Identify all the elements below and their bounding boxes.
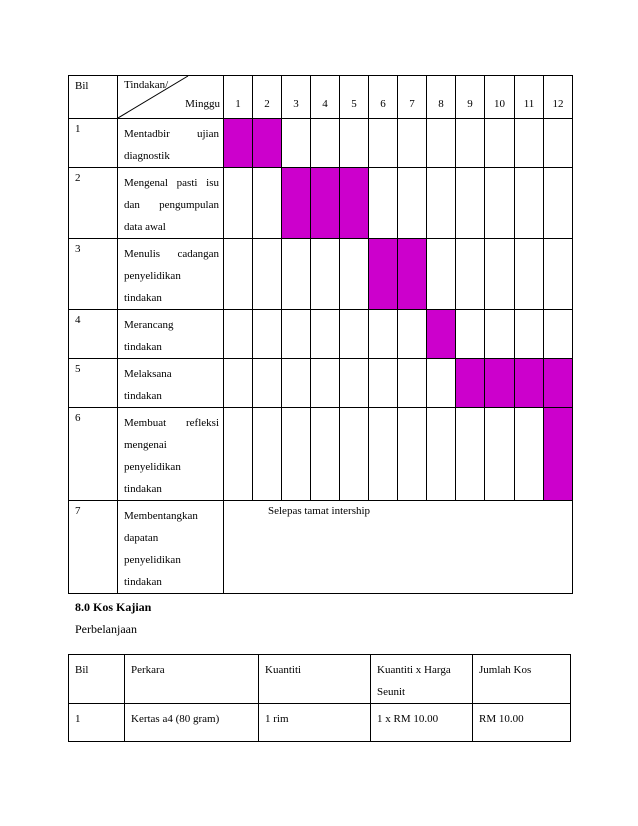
row-activity (118, 408, 224, 501)
activity-line (124, 172, 219, 194)
gantt-row (69, 119, 573, 168)
week-cell-filled (282, 168, 311, 239)
activity-line (124, 243, 219, 265)
week-cell (515, 168, 544, 239)
gantt-row (69, 168, 573, 239)
week-cell-filled (456, 359, 485, 408)
row-activity (118, 168, 224, 239)
week-cell-filled (427, 310, 456, 359)
row-bil: 1 (69, 119, 118, 168)
week-cell (253, 359, 282, 408)
activity-word: tindakan (124, 576, 162, 588)
header-week-7: 7 (398, 76, 427, 119)
week-cell (340, 239, 369, 310)
header-week-8: 8 (427, 76, 456, 119)
week-cell (398, 310, 427, 359)
activity-word: penyelidikan (124, 554, 181, 566)
activity-word: Merancang (124, 319, 174, 331)
activity-word: ujian (197, 128, 219, 140)
week-cell (485, 119, 515, 168)
week-cell (224, 408, 253, 501)
week-cell (369, 119, 398, 168)
week-cell-filled (485, 359, 515, 408)
row-bil: 6 (69, 408, 118, 501)
week-cell (369, 359, 398, 408)
gantt-row (69, 239, 573, 310)
row-bil: 3 (69, 239, 118, 310)
header-tindakan-minggu (118, 76, 224, 119)
week-cell (253, 310, 282, 359)
activity-line (124, 314, 219, 336)
week-cell (485, 310, 515, 359)
header-week-12: 12 (544, 76, 573, 119)
activity-word: pengumpulan (159, 199, 219, 211)
week-cell (253, 168, 282, 239)
activity-line (124, 265, 219, 287)
week-cell-filled (398, 239, 427, 310)
activity-word: dapatan (124, 532, 159, 544)
cost-row (69, 704, 571, 742)
week-cell-filled (224, 119, 253, 168)
week-cell (369, 408, 398, 501)
week-cell (369, 310, 398, 359)
activity-line (124, 145, 219, 167)
week-cell (282, 239, 311, 310)
row-activity (118, 359, 224, 408)
week-cell-filled (340, 168, 369, 239)
week-cell (515, 239, 544, 310)
week-cell (224, 168, 253, 239)
week-cell (456, 119, 485, 168)
cost-header-cell: Kuantiti (259, 655, 371, 704)
week-cell (224, 310, 253, 359)
week-cell (282, 310, 311, 359)
activity-line (124, 434, 219, 456)
week-cell (253, 239, 282, 310)
section-title: 8.0 Kos Kajian (75, 600, 152, 614)
activity-word: cadangan (177, 248, 219, 260)
activity-line (124, 216, 219, 238)
section-subtitle: Perbelanjaan (75, 622, 137, 636)
cost-header-cell: Kuantiti x Harga Seunit (371, 655, 473, 704)
week-cell (282, 359, 311, 408)
row-bil: 2 (69, 168, 118, 239)
row-bil: 4 (69, 310, 118, 359)
activity-word: penyelidikan (124, 461, 181, 473)
week-cell (340, 310, 369, 359)
week-cell (515, 119, 544, 168)
activity-word: Membuat (124, 417, 167, 429)
activity-word: tindakan (124, 292, 162, 304)
week-cell-filled (311, 168, 340, 239)
week-cell (544, 310, 573, 359)
activity-word: tindakan (124, 390, 162, 402)
cost-header-cell: Jumlah Kos (473, 655, 571, 704)
cost-cell: 1 x RM 10.00 (371, 704, 473, 742)
week-cell (427, 239, 456, 310)
gantt-row (69, 310, 573, 359)
activity-line (124, 412, 219, 434)
cost-table (68, 654, 571, 742)
row-activity (118, 501, 224, 594)
week-cell (427, 119, 456, 168)
header-week-10: 10 (485, 76, 515, 119)
week-cell (398, 359, 427, 408)
activity-word: tindakan (124, 483, 162, 495)
week-cell (311, 119, 340, 168)
activity-word: pasti (176, 177, 198, 189)
week-cell (369, 168, 398, 239)
header-week-4: 4 (311, 76, 340, 119)
row-note: Selepas tamat intership (224, 501, 573, 594)
row-activity (118, 119, 224, 168)
week-cell (485, 408, 515, 501)
activity-word: diagnostik (124, 150, 170, 162)
activity-word: Membentangkan (124, 510, 198, 522)
activity-word: Melaksana (124, 368, 172, 380)
header-week-9: 9 (456, 76, 485, 119)
activity-word: Menulis (124, 248, 161, 260)
cost-cell: Kertas a4 (80 gram) (125, 704, 259, 742)
cost-header-cell: Bil (69, 655, 125, 704)
gantt-row (69, 359, 573, 408)
activity-line (124, 194, 219, 216)
cost-cell: RM 10.00 (473, 704, 571, 742)
cost-header-row (69, 655, 571, 704)
week-cell (515, 310, 544, 359)
week-cell (485, 239, 515, 310)
week-cell (340, 408, 369, 501)
activity-line (124, 527, 219, 549)
week-cell (456, 408, 485, 501)
header-week-6: 6 (369, 76, 398, 119)
week-cell (427, 168, 456, 239)
week-cell (544, 168, 573, 239)
activity-word: refleksi (186, 417, 219, 429)
activity-word: penyelidikan (124, 270, 181, 282)
week-cell (311, 408, 340, 501)
header-week-2: 2 (253, 76, 282, 119)
header-tindakan: Tindakan/ (124, 79, 169, 91)
week-cell (253, 408, 282, 501)
header-week-3: 3 (282, 76, 311, 119)
activity-line (124, 478, 219, 500)
row-activity (118, 310, 224, 359)
cost-cell: 1 rim (259, 704, 371, 742)
header-week-11: 11 (515, 76, 544, 119)
cost-header-cell: Perkara (125, 655, 259, 704)
week-cell (224, 239, 253, 310)
week-cell (456, 239, 485, 310)
week-cell-filled (515, 359, 544, 408)
activity-word: dan (124, 199, 140, 211)
activity-word: Mengenal (124, 177, 168, 189)
row-bil: 5 (69, 359, 118, 408)
week-cell-filled (544, 359, 573, 408)
week-cell-filled (253, 119, 282, 168)
activity-line (124, 123, 219, 145)
activity-line (124, 336, 219, 358)
gantt-header-row (69, 76, 573, 119)
week-cell (311, 310, 340, 359)
row-bil: 7 (69, 501, 118, 594)
week-cell (398, 119, 427, 168)
week-cell (311, 359, 340, 408)
week-cell (544, 119, 573, 168)
activity-word: Mentadbir (124, 128, 170, 140)
activity-line (124, 549, 219, 571)
week-cell (282, 408, 311, 501)
activity-line (124, 363, 219, 385)
header-minggu: Minggu (185, 98, 220, 110)
week-cell (544, 239, 573, 310)
week-cell (456, 168, 485, 239)
activity-word: mengenai (124, 439, 167, 451)
gantt-row (69, 501, 573, 594)
week-cell (427, 408, 456, 501)
gantt-schedule-table (68, 75, 573, 594)
activity-line (124, 571, 219, 593)
header-bil: Bil (69, 76, 118, 119)
activity-word: tindakan (124, 341, 162, 353)
cost-cell: 1 (69, 704, 125, 742)
activity-word: isu (206, 177, 219, 189)
activity-line (124, 505, 219, 527)
week-cell (224, 359, 253, 408)
activity-line (124, 287, 219, 309)
week-cell (427, 359, 456, 408)
week-cell (282, 119, 311, 168)
activity-line (124, 456, 219, 478)
week-cell (398, 168, 427, 239)
header-week-5: 5 (340, 76, 369, 119)
week-cell-filled (369, 239, 398, 310)
week-cell (398, 408, 427, 501)
week-cell (515, 408, 544, 501)
activity-word: data awal (124, 221, 166, 233)
header-week-1: 1 (224, 76, 253, 119)
week-cell-filled (544, 408, 573, 501)
week-cell (311, 239, 340, 310)
activity-line (124, 385, 219, 407)
week-cell (340, 119, 369, 168)
week-cell (456, 310, 485, 359)
week-cell (485, 168, 515, 239)
week-cell (340, 359, 369, 408)
row-activity (118, 239, 224, 310)
gantt-row (69, 408, 573, 501)
